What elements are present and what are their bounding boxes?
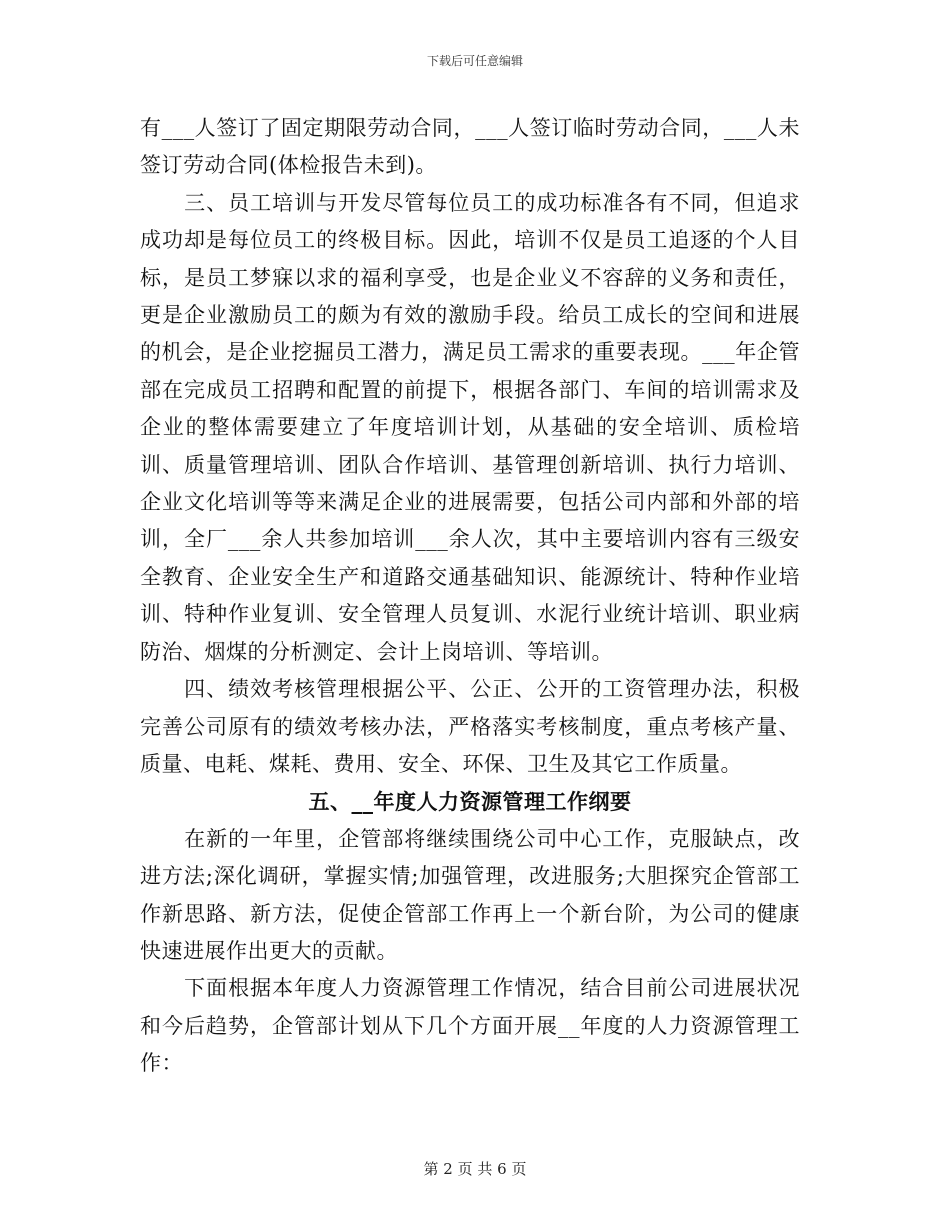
page-header-note: 下载后可任意编辑 (426, 54, 523, 68)
paragraph-plan: 下面根据本年度人力资源管理工作情况，结合目前公司进展状况和今后趋势，企管部计划从下几个方面开展__年度的人力资源管理工作： (140, 976, 800, 1076)
page-number: 第 2 页 共 6 页 (423, 1160, 527, 1178)
document-body (140, 110, 800, 1083)
paragraph-new-year: 在新的一年里，企管部将继续围绕公司中心工作，克服缺点，改进方法;深化调研，掌握实情;加强管理，改进服务;大胆探究企管部工作新思路、新方法，促使企管部工作再上一个新台阶，为公司的健康快速进展作出更大的贡献。 (140, 826, 800, 963)
section-heading-five: 五、__年度人力资源管理工作纲要 (308, 789, 632, 815)
paragraph-performance: 四、绩效考核管理根据公平、公正、公开的工资管理办法，积极完善公司原有的绩效考核办法，严格落实考核制度，重点考核产量、质量、电耗、煤耗、费用、安全、环保、卫生及其它工作质量。 (140, 677, 800, 776)
paragraph-contract-summary: 有___人签订了固定期限劳动合同，___人签订临时劳动合同，___人未签订劳动合同(体检报告未到)。 (140, 116, 800, 178)
paragraph-training: 三、员工培训与开发尽管每位员工的成功标准各有不同，但追求成功却是每位员工的终极目标。因此，培训不仅是员工追逐的个人目标，是员工梦寐以求的福利享受，也是企业义不容辞的义务和责任，更是企业激励员工的颇为有效的激励手段。给员工成长的空间和进展的机会，是企业挖掘员工潜力，满足员工需求的重要表现。___年企管部在完成员工招聘和配置的前提下，根据各部门、车间的培训需求及企业的整体需要建立了年度培训计划，从基础的安全培训、质检培训、质量管理培训、团队合作培训、基管理创新培训、执行力培训、企业文化培训等等来满足企业的进展需要，包括公司内部和外部的培训，全厂___余人共参加培训___余人次，其中主要培训内容有三级安全教育、企业安全生产和道路交通基础知识、能源统计、特种作业培训、特种作业复训、安全管理人员复训、水泥行业统计培训、职业病防治、烟煤的分析测定、会计上岗培训、等培训。 (140, 190, 800, 664)
